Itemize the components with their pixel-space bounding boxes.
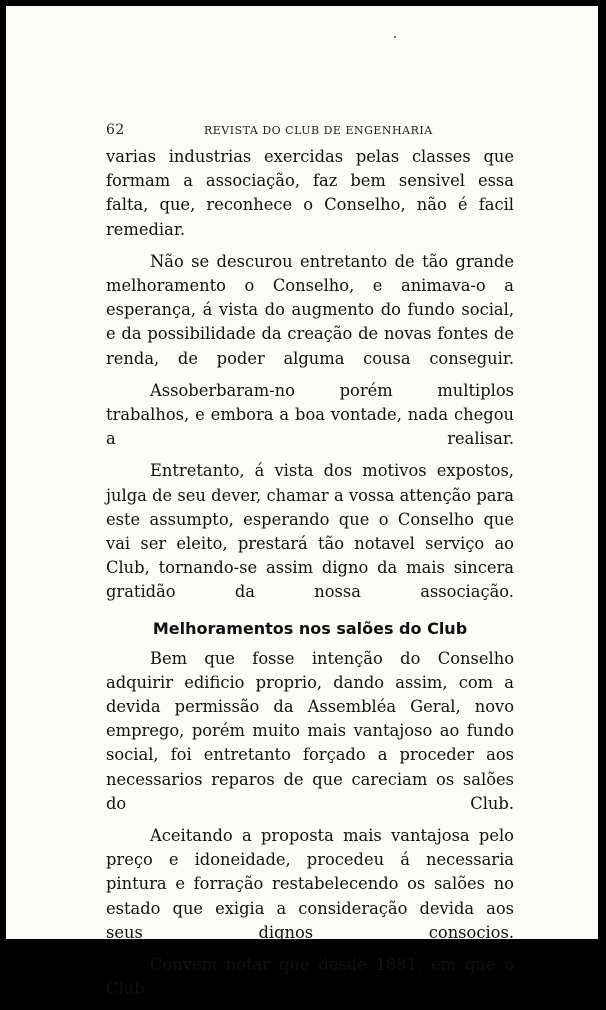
paragraph: Não se descurou entretanto de tão grande melhoramento o Conselho, e animava-o a esperança, á vista do augmento do fundo social, e da possibilidade da creação de novas fontes de renda, de poder alguma cousa conseguir. <box>106 251 514 368</box>
paragraph-continued: varias industrias exercidas pelas classes que formam a associação, faz bem sensivel essa falta, que, reconhece o Conselho, não é facil remediar. <box>106 147 514 239</box>
paragraph: Aceitando a proposta mais vantajosa pelo preço e idoneidade, procedeu á necessaria pintura e forração restabelecendo os salões no estado que exigia a consideração devida aos seus dignos consocios. <box>106 826 514 942</box>
book-page <box>6 6 598 999</box>
section-heading: Melhoramentos nos salões do Club <box>152 618 468 638</box>
print-speck <box>394 36 396 38</box>
paragraph-truncated: Convem notar que desde 1881, em que o Club <box>106 955 514 999</box>
page-body <box>106 145 514 1010</box>
paragraph: Bem que fosse intenção do Conselho adquirir edificio proprio, dando assim, com a devida permissão da Assembléa Geral, novo emprego, porém muito mais vantajoso ao fundo social, foi entretanto forçado a proceder aos necessarios reparos de que careciam os salões do Club. <box>106 648 514 813</box>
paragraph: Entretanto, á vista dos motivos expostos, julga de seu dever, chamar a vossa attenção para este assumpto, esperando que o Conselho que vai ser eleito, prestará tão notavel serviço ao Club, tornando-se assim digno da mais sincera gratidão da nossa associação. <box>106 461 514 602</box>
page-number: 62 <box>106 122 125 138</box>
paragraph: Assoberbaram-no porém multiplos trabalhos, e embora a boa vontade, nada chegou a realisar. <box>106 380 514 449</box>
running-title: REVISTA DO CLUB DE ENGENHARIA <box>204 124 433 137</box>
